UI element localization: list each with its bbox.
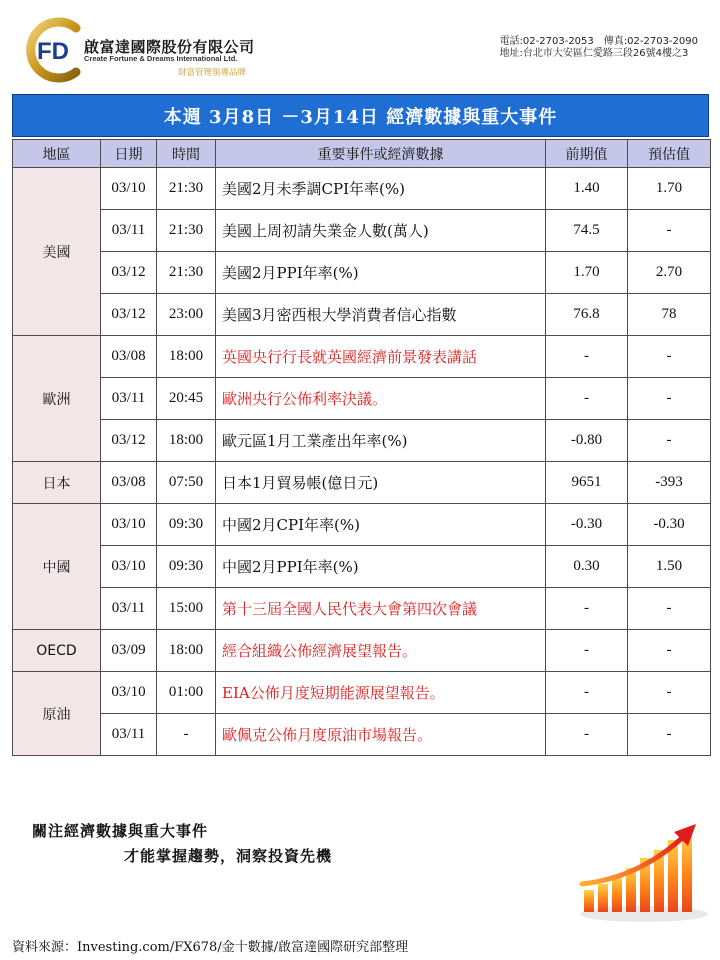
event-cell: 日本1月貿易帳(億日元) xyxy=(216,462,546,504)
slogan-line-1: 關注經濟數據與重大事件 xyxy=(32,822,209,840)
forecast-value-cell: - xyxy=(628,672,711,714)
time-cell: 21:30 xyxy=(157,210,216,252)
time-cell: 18:00 xyxy=(157,336,216,378)
table-header-row xyxy=(13,140,711,168)
slogan-line-2: 才能掌握趨勢，洞察投資先機 xyxy=(124,847,333,865)
previous-value-cell: - xyxy=(546,672,628,714)
event-cell: 中國2月PPI年率(%) xyxy=(216,546,546,588)
growth-chart-illustration xyxy=(578,818,710,928)
previous-value-cell: - xyxy=(546,588,628,630)
events-table xyxy=(12,139,711,756)
previous-value-cell: 1.70 xyxy=(546,252,628,294)
time-cell: 15:00 xyxy=(157,588,216,630)
time-cell: 18:00 xyxy=(157,630,216,672)
date-cell: 03/08 xyxy=(101,462,157,504)
time-cell: 21:30 xyxy=(157,168,216,210)
event-cell: 英國央行行長就英國經濟前景發表講話 xyxy=(216,336,546,378)
table-row xyxy=(13,546,711,588)
region-cell: 美國 xyxy=(13,168,101,336)
time-cell: 09:30 xyxy=(157,546,216,588)
forecast-value-cell: 1.50 xyxy=(628,546,711,588)
event-cell: 美國2月未季調CPI年率(%) xyxy=(216,168,546,210)
date-cell: 03/11 xyxy=(101,378,157,420)
table-row xyxy=(13,588,711,630)
previous-value-cell: 0.30 xyxy=(546,546,628,588)
previous-value-cell: -0.30 xyxy=(546,504,628,546)
forecast-value-cell: 78 xyxy=(628,294,711,336)
forecast-value-cell: - xyxy=(628,588,711,630)
date-cell: 03/10 xyxy=(101,504,157,546)
previous-value-cell: - xyxy=(546,336,628,378)
company-logo-icon xyxy=(18,14,90,84)
events-table-body xyxy=(13,168,711,756)
forecast-value-cell: - xyxy=(628,630,711,672)
forecast-value-cell: -0.30 xyxy=(628,504,711,546)
time-cell: 23:00 xyxy=(157,294,216,336)
date-cell: 03/10 xyxy=(101,168,157,210)
company-name-cn: 啟富達國際股份有限公司 xyxy=(84,38,255,56)
date-cell: 03/12 xyxy=(101,420,157,462)
time-cell: 01:00 xyxy=(157,672,216,714)
company-logo xyxy=(18,14,288,84)
svg-text:FD: FD xyxy=(37,38,69,65)
date-cell: 03/10 xyxy=(101,546,157,588)
table-row xyxy=(13,252,711,294)
event-cell: 歐元區1月工業產出年率(%) xyxy=(216,420,546,462)
date-cell: 03/11 xyxy=(101,210,157,252)
previous-value-cell: 9651 xyxy=(546,462,628,504)
forecast-value-cell: - xyxy=(628,210,711,252)
previous-value-cell: - xyxy=(546,714,628,756)
event-cell: 美國2月PPI年率(%) xyxy=(216,252,546,294)
previous-value-cell: - xyxy=(546,378,628,420)
table-row xyxy=(13,420,711,462)
header-region: 地區 xyxy=(13,140,101,168)
previous-value-cell: 1.40 xyxy=(546,168,628,210)
event-cell: EIA公佈月度短期能源展望報告。 xyxy=(216,672,546,714)
table-row xyxy=(13,714,711,756)
date-cell: 03/11 xyxy=(101,714,157,756)
event-cell: 美國上周初請失業金人數(萬人) xyxy=(216,210,546,252)
time-cell: 20:45 xyxy=(157,378,216,420)
region-cell: 原油 xyxy=(13,672,101,756)
table-row xyxy=(13,630,711,672)
event-cell: 歐洲央行公佈利率決議。 xyxy=(216,378,546,420)
date-cell: 03/12 xyxy=(101,294,157,336)
header-previous: 前期值 xyxy=(546,140,628,168)
previous-value-cell: -0.80 xyxy=(546,420,628,462)
header-time: 時間 xyxy=(157,140,216,168)
time-cell: 07:50 xyxy=(157,462,216,504)
company-name-en: Create Fortune & Dreams International Ltd. xyxy=(84,54,238,63)
table-row xyxy=(13,462,711,504)
previous-value-cell: - xyxy=(546,630,628,672)
forecast-value-cell: 2.70 xyxy=(628,252,711,294)
forecast-value-cell: - xyxy=(628,714,711,756)
table-row xyxy=(13,672,711,714)
time-cell: 09:30 xyxy=(157,504,216,546)
data-source-note: 資料來源：Investing.com/FX678/金十數據/啟富達國際研究部整理 xyxy=(12,940,409,955)
date-cell: 03/08 xyxy=(101,336,157,378)
table-row xyxy=(13,504,711,546)
header-forecast: 預估值 xyxy=(628,140,711,168)
contact-info xyxy=(500,36,698,60)
table-row xyxy=(13,336,711,378)
date-cell: 03/12 xyxy=(101,252,157,294)
date-cell: 03/11 xyxy=(101,588,157,630)
table-row xyxy=(13,378,711,420)
forecast-value-cell: - xyxy=(628,378,711,420)
date-cell: 03/10 xyxy=(101,672,157,714)
table-row xyxy=(13,294,711,336)
forecast-value-cell: - xyxy=(628,336,711,378)
time-cell: 18:00 xyxy=(157,420,216,462)
forecast-value-cell: -393 xyxy=(628,462,711,504)
forecast-value-cell: - xyxy=(628,420,711,462)
header-event: 重要事件或經濟數據 xyxy=(216,140,546,168)
contact-address: 地址:台北市大安區仁愛路三段26號4樓之3 xyxy=(499,48,689,59)
contact-fax: 傳真:02-2703-2090 xyxy=(603,36,698,47)
company-slogan: 財富管理領導品牌 xyxy=(178,68,247,78)
event-cell: 中國2月CPI年率(%) xyxy=(216,504,546,546)
page-title: 本週 3月8日 －3月14日 經濟數據與重大事件 xyxy=(12,94,709,137)
event-cell: 歐佩克公佈月度原油市場報告。 xyxy=(216,714,546,756)
region-cell: 日本 xyxy=(13,462,101,504)
contact-phone: 電話:02-2703-2053 xyxy=(499,36,594,47)
event-cell: 第十三屆全國人民代表大會第四次會議 xyxy=(216,588,546,630)
previous-value-cell: 76.8 xyxy=(546,294,628,336)
region-cell: 中國 xyxy=(13,504,101,630)
date-cell: 03/09 xyxy=(101,630,157,672)
table-row xyxy=(13,168,711,210)
region-cell: OECD xyxy=(13,630,101,672)
table-row xyxy=(13,210,711,252)
header-date: 日期 xyxy=(101,140,157,168)
time-cell: 21:30 xyxy=(157,252,216,294)
event-cell: 美國3月密西根大學消費者信心指數 xyxy=(216,294,546,336)
forecast-value-cell: 1.70 xyxy=(628,168,711,210)
time-cell: - xyxy=(157,714,216,756)
previous-value-cell: 74.5 xyxy=(546,210,628,252)
event-cell: 經合組織公佈經濟展望報告。 xyxy=(216,630,546,672)
region-cell: 歐洲 xyxy=(13,336,101,462)
